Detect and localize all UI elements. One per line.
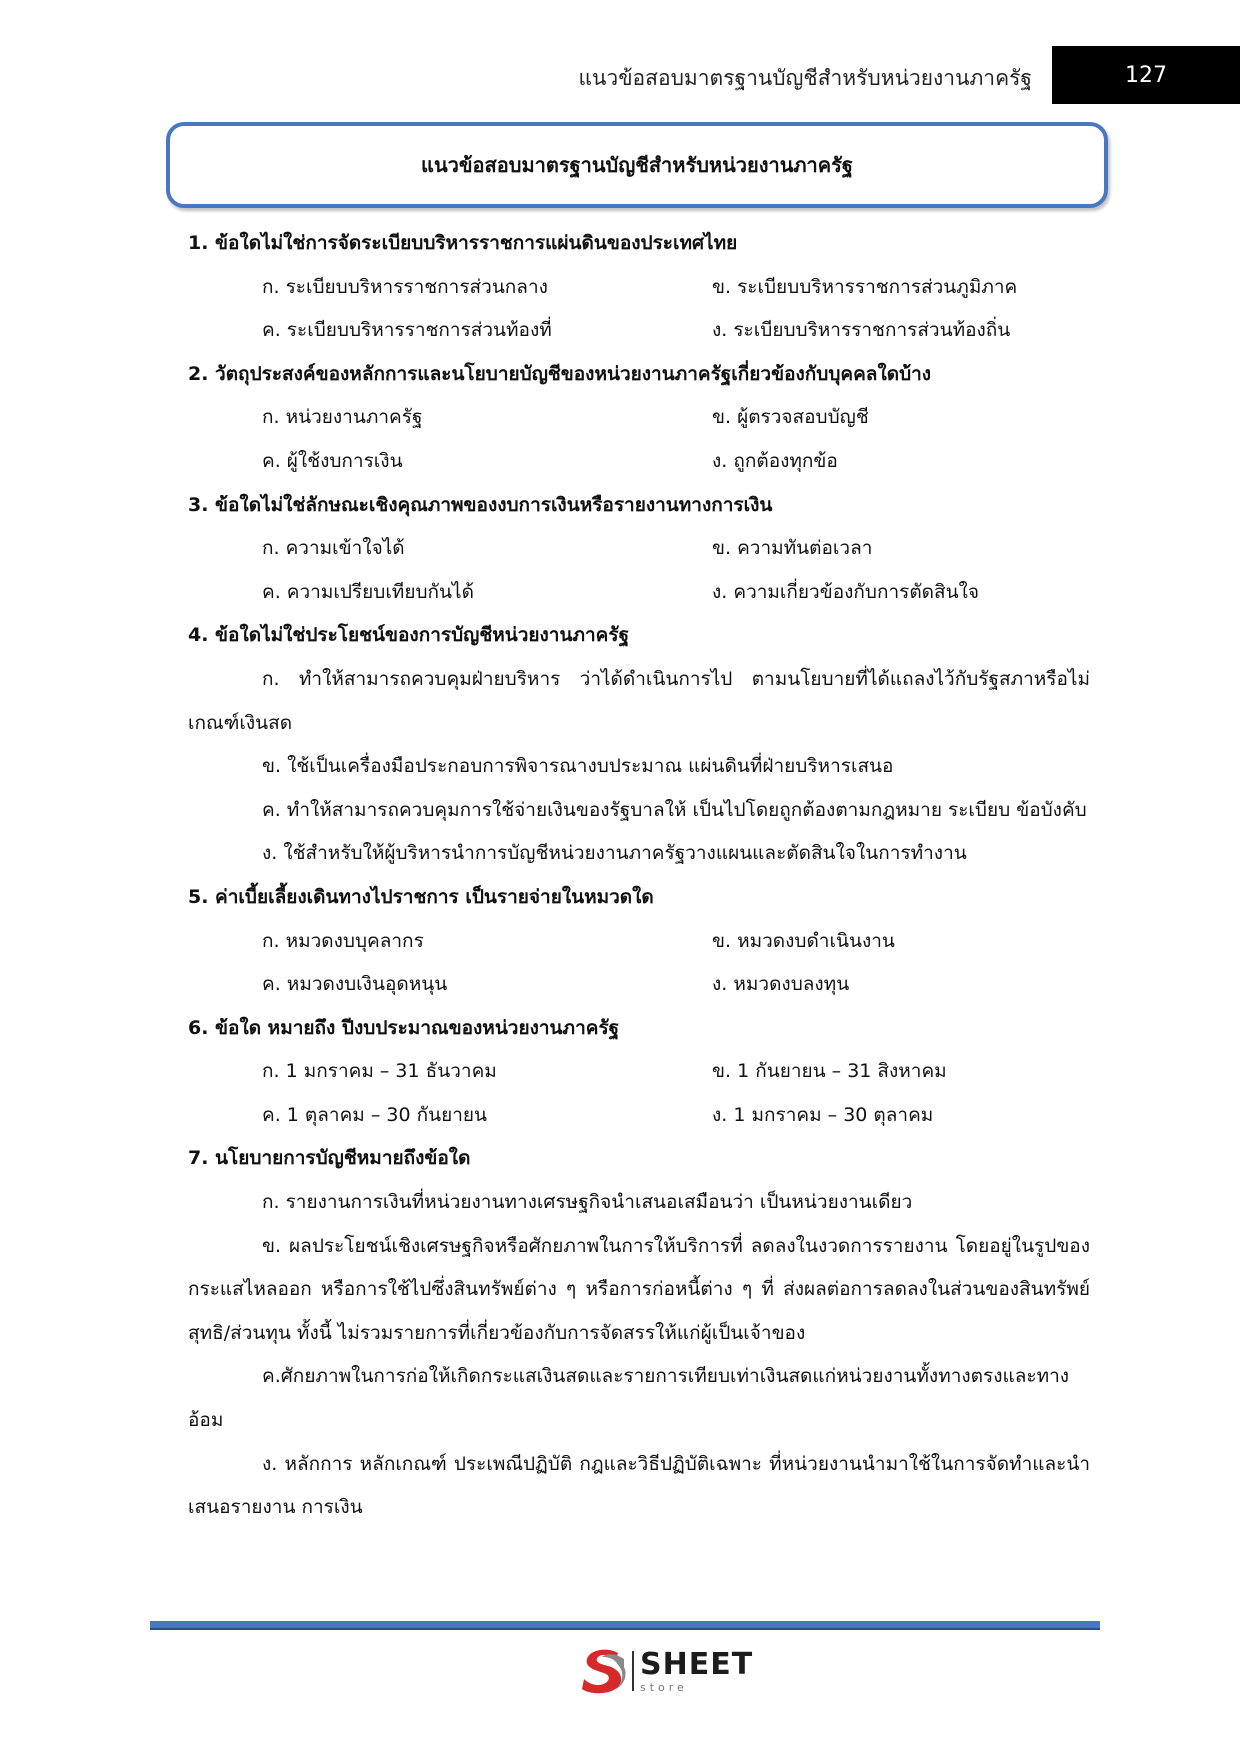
question-3: 3. ข้อใดไม่ใช่ลักษณะเชิงคุณภาพของงบการเงินหรือรายงานทางการเงิน	[188, 493, 773, 516]
question-2-options	[188, 396, 1090, 483]
section-title: แนวข้อสอบมาตรฐานบัญชีสำหรับหน่วยงานภาครัฐ	[421, 153, 853, 177]
question-7: 7. นโยบายการบัญชีหมายถึงข้อใด	[188, 1147, 471, 1170]
option-item: ก. 1 มกราคม – 31 ธันวาคม	[262, 1060, 497, 1083]
question-1: 1. ข้อใดไม่ใช่การจัดระเบียบบริหารราชการแผ่นดินของประเทศไทย	[188, 232, 738, 254]
question-3-options	[188, 527, 1090, 614]
option-paragraph: ค. ทำให้สามารถควบคุมการใช้จ่ายเงินของรัฐบาลให้ เป็นไปโดยถูกต้องตามกฎหมาย ระเบียบ ข้อบังคับ	[262, 798, 1087, 821]
option-paragraph: ค.ศักยภาพในการก่อให้เกิดกระแสเงินสดและรายการเทียบเท่าเงินสดแก่หน่วยงานทั้งทางตรงและทางอ้อม	[188, 1365, 1070, 1432]
option-item: ง. ความเกี่ยวข้องกับการตัดสินใจ	[712, 580, 980, 603]
option-paragraph: ง. ใช้สำหรับให้ผู้บริหารนำการบัญชีหน่วยงานภาครัฐวางแผนและตัดสินใจในการทำงาน	[262, 842, 967, 865]
section-title-box	[166, 122, 1108, 208]
question-5: 5. ค่าเบี้ยเลี้ยงเดินทางไปราชการ เป็นรายจ่ายในหมวดใด	[188, 885, 654, 908]
option-item: ค. ความเปรียบเทียบกันได้	[262, 580, 474, 603]
question-5-options	[188, 920, 1090, 1007]
logo-text	[640, 1646, 754, 1694]
option-item: ง. ระเบียบบริหารราชการส่วนท้องถิ่น	[712, 319, 1011, 342]
option-item: ค. ผู้ใช้งบการเงิน	[262, 449, 403, 472]
footer-divider	[150, 1621, 1100, 1630]
sheet-s-logo-icon	[578, 1645, 628, 1697]
page-number-badge	[1052, 46, 1240, 104]
option-item: ง. ถูกต้องทุกข้อ	[712, 449, 838, 472]
option-item: ค. หมวดงบเงินอุดหนุน	[262, 973, 448, 996]
option-item: ข. หมวดงบดำเนินงาน	[712, 929, 895, 952]
option-item: ง. หมวดงบลงทุน	[712, 973, 850, 996]
option-paragraph: ข. ใช้เป็นเครื่องมือประกอบการพิจารณางบประมาณ แผ่นดินที่ฝ่ายบริหารเสนอ	[262, 755, 894, 778]
option-item: ค. 1 ตุลาคม – 30 กันยายน	[262, 1103, 488, 1126]
option-item: ก. ระเบียบบริหารราชการส่วนกลาง	[262, 275, 548, 298]
logo-sub-text: store	[640, 1680, 688, 1694]
option-item: ข. ความทันต่อเวลา	[712, 537, 873, 560]
option-item: ก. ความเข้าใจได้	[262, 537, 405, 560]
question-1-options	[188, 266, 1090, 353]
option-item: ข. ระเบียบบริหารราชการส่วนภูมิภาค	[712, 275, 1018, 298]
option-paragraph: ก. รายงานการเงินที่หน่วยงานทางเศรษฐกิจนำเสนอเสมือนว่า เป็นหน่วยงานเดียว	[262, 1191, 913, 1214]
option-item: ข. 1 กันยายน – 31 สิงหาคม	[712, 1060, 947, 1083]
question-4: 4. ข้อใดไม่ใช่ประโยชน์ของการบัญชีหน่วยงานภาครัฐ	[188, 624, 630, 647]
option-paragraph: ง. หลักการ หลักเกณฑ์ ประเพณีปฏิบัติ กฎและวิธีปฏิบัติเฉพาะ ที่หน่วยงานนำมาใช้ในการจัดทำและนำเสนอรายงาน การเงิน	[188, 1452, 1090, 1519]
running-header-title: แนวข้อสอบมาตรฐานบัญชีสำหรับหน่วยงานภาครัฐ	[578, 66, 1032, 90]
question-6: 6. ข้อใด หมายถึง ปีงบประมาณของหน่วยงานภาครัฐ	[188, 1016, 620, 1039]
logo-separator	[632, 1651, 634, 1691]
question-list	[188, 222, 1090, 1530]
page-number: 127	[1125, 62, 1167, 88]
option-item: ค. ระเบียบบริหารราชการส่วนท้องที่	[262, 319, 552, 342]
option-item: ก. หน่วยงานภาครัฐ	[262, 406, 423, 429]
option-item: ง. 1 มกราคม – 30 ตุลาคม	[712, 1103, 934, 1126]
sheet-store-logo	[578, 1645, 753, 1697]
logo-main-text: SHEET	[640, 1646, 754, 1682]
option-item: ข. ผู้ตรวจสอบบัญชี	[712, 406, 869, 429]
question-2: 2. วัตถุประสงค์ของหลักการและนโยบายบัญชีของหน่วยงานภาครัฐเกี่ยวข้องกับบุคคลใดบ้าง	[188, 362, 932, 385]
option-paragraph: ข. ผลประโยชน์เชิงเศรษฐกิจหรือศักยภาพในการให้บริการที่ ลดลงในงวดการรายงาน โดยอยู่ในรูปของกระแสไหลออก หรือการใช้ไปซึ่งสินทรัพย์ต่าง ๆ หรือการก่อหนี้ต่าง ๆ ที่ ส่งผลต่อการลดลงในส่วนของสินทรัพย์สุทธิ/ส่วนทุน ทั้งนี้ ไม่รวมรายการที่เกี่ยวข้องกับการจัดสรรให้แก่ผู้เป็นเจ้าของ	[188, 1234, 1090, 1344]
option-item: ก. หมวดงบบุคลากร	[262, 929, 424, 952]
question-6-options	[188, 1050, 1090, 1137]
option-paragraph: ก. ทำให้สามารถควบคุมฝ่ายบริหาร ว่าได้ดำเนินการไป ตามนโยบายที่ได้แถลงไว้กับรัฐสภาหรือไม่ เกณฑ์เงินสด	[188, 667, 1090, 734]
